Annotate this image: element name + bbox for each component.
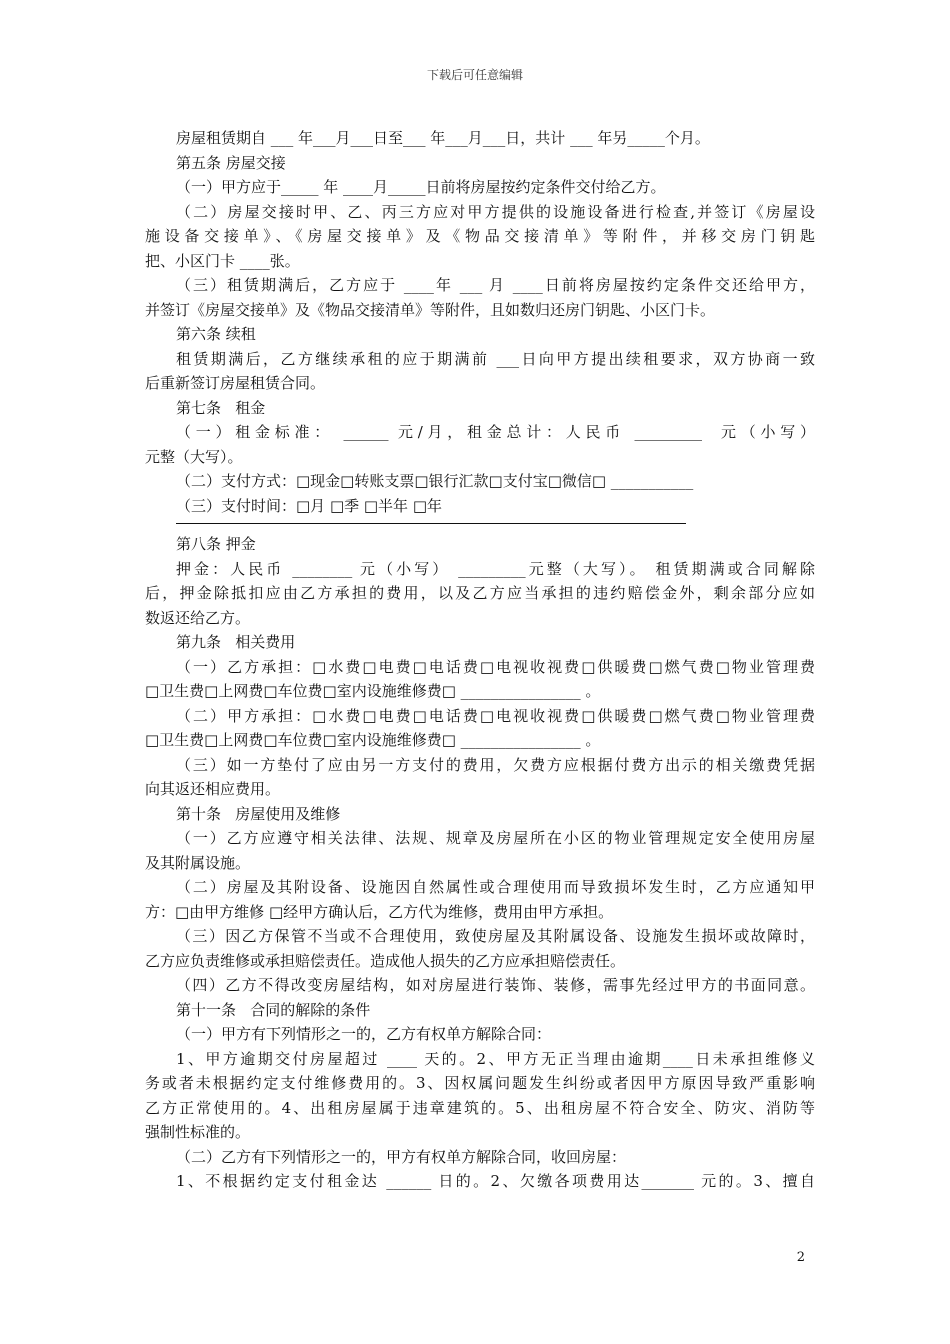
document-line: 1、甲方逾期交付房屋超过 ____ 天的。2、甲方无正当理由逾期____日未承担维修义 xyxy=(176,1049,815,1068)
document-line: （二）乙方有下列情形之一的，甲方有权单方解除合同，收回房屋： xyxy=(176,1147,627,1166)
document-line: 第六条 续租 xyxy=(176,325,256,343)
document-line: （三）如一方垫付了应由另一方支付的费用，欠费方应根据付费方出示的相关缴费凭据 xyxy=(176,755,815,774)
document-line: 第九条 相关费用 xyxy=(176,633,296,651)
document-line: （一）乙方承担：□水费□电费□电话费□电视收视费□供暖费□燃气费□物业管理费 xyxy=(176,657,815,676)
document-line: 乙方正常使用的。4、出租房屋属于违章建筑的。5、出租房屋不符合安全、防灾、消防等 xyxy=(145,1098,815,1117)
document-line: 数返还给乙方。 xyxy=(145,608,251,627)
document-line: （四）乙方不得改变房屋结构，如对房屋进行装饰、装修，需事先经过甲方的书面同意。 xyxy=(176,976,815,994)
document-line: 第八条 押金 xyxy=(176,535,256,553)
document-line: （一）乙方应遵守相关法律、法规、规章及房屋所在小区的物业管理规定安全使用房屋 xyxy=(176,829,815,847)
document-line: 后重新签订房屋租赁合同。 xyxy=(145,374,326,392)
document-line: （三）租赁期满后，乙方应于 ____年 ___ 月 ____日前将房屋按约定条件交还给甲方， xyxy=(176,276,815,294)
document-line: 把、小区门卡 ____张。 xyxy=(145,251,300,270)
document-line: □卫生费□上网费□车位费□室内设施维修费□ ________________ 。 xyxy=(145,682,601,700)
document-line: 1、不根据约定支付租金达 ______ 日的。2、欠缴各项费用达_______ 元的。3、擅自 xyxy=(176,1172,815,1190)
document-line: 强制性标准的。 xyxy=(145,1123,251,1141)
document-body xyxy=(145,126,815,1194)
document-line: 第七条 租金 xyxy=(176,398,266,417)
document-line: □卫生费□上网费□车位费□室内设施维修费□ ________________ 。 xyxy=(145,731,601,749)
document-line: 及其附属设施。 xyxy=(145,853,251,872)
document-line: 并签订《房屋交接单》及《物品交接清单》等附件，且如数归还房门钥匙、小区门卡。 xyxy=(145,300,716,319)
document-line: 向其返还相应费用。 xyxy=(145,780,281,798)
blank-underline xyxy=(176,522,686,524)
document-line: 后，押金除抵扣应由乙方承担的费用，以及乙方应当承担的违约赔偿金外，剩余部分应如 xyxy=(145,584,815,602)
document-line: （三）支付时间：□月 □季 □半年 □年 xyxy=(176,496,442,515)
document-line: （三）因乙方保管不当或不合理使用，致使房屋及其附属设备、设施发生损坏或故障时， xyxy=(176,927,815,945)
document-line: 施设备交接单》、《房屋交接单》及《物品交接清单》等附件，并移交房门钥匙 xyxy=(145,227,815,245)
document-line: 押金：人民币 ________ 元（小写） _________元整（大写）。 租赁期满或合同解除 xyxy=(176,559,815,578)
document-line: （二）支付方式：□现金□转账支票□银行汇款□支付宝□微信□ ___________ xyxy=(176,472,694,490)
document-line: （二）甲方承担：□水费□电费□电话费□电视收视费□供暖费□燃气费□物业管理费 xyxy=(176,706,815,725)
document-line: 房屋租赁期自 ___ 年___月___日至___ 年___月___日，共计 ___ 年另_____个月。 xyxy=(176,129,710,147)
document-line: （二）房屋交接时甲、乙、丙三方应对甲方提供的设施设备进行检查,并签订《房屋设 xyxy=(176,202,815,221)
document-line: （一）甲方有下列情形之一的，乙方有权单方解除合同： xyxy=(176,1025,552,1043)
page-number: 2 xyxy=(796,1250,805,1265)
document-line: （二）房屋及其附设备、设施因自然属性或合理使用而导致损坏发生时，乙方应通知甲 xyxy=(176,878,815,896)
document-line: 元整（大写）。 xyxy=(145,447,243,466)
document-line: 务或者未根据约定支付维修费用的。3、因权属问题发生纠纷或者因甲方原因导致严重影响 xyxy=(145,1074,815,1092)
document-line: 第十条 房屋使用及维修 xyxy=(176,804,341,823)
document-line: 方：□由甲方维修 □经甲方确认后，乙方代为维修，费用由甲方承担。 xyxy=(145,902,614,921)
document-line: 第五条 房屋交接 xyxy=(176,153,286,172)
document-line: （一）租金标准： ______ 元/月，租金总计：人民币 _________ 元（小写） xyxy=(176,423,815,441)
page-header: 下载后可任意编辑 xyxy=(426,68,523,82)
document-line: 第十一条 合同的解除的条件 xyxy=(176,1000,371,1019)
document-line: （一）甲方应于_____ 年 ____月_____日前将房屋按约定条件交付给乙方。 xyxy=(176,178,666,196)
document-line: 乙方应负责维修或承担赔偿责任。造成他人损失的乙方应承担赔偿责任。 xyxy=(145,951,626,970)
document-line: 租赁期满后，乙方继续承租的应于期满前 ___日向甲方提出续租要求，双方协商一致 xyxy=(176,349,815,368)
